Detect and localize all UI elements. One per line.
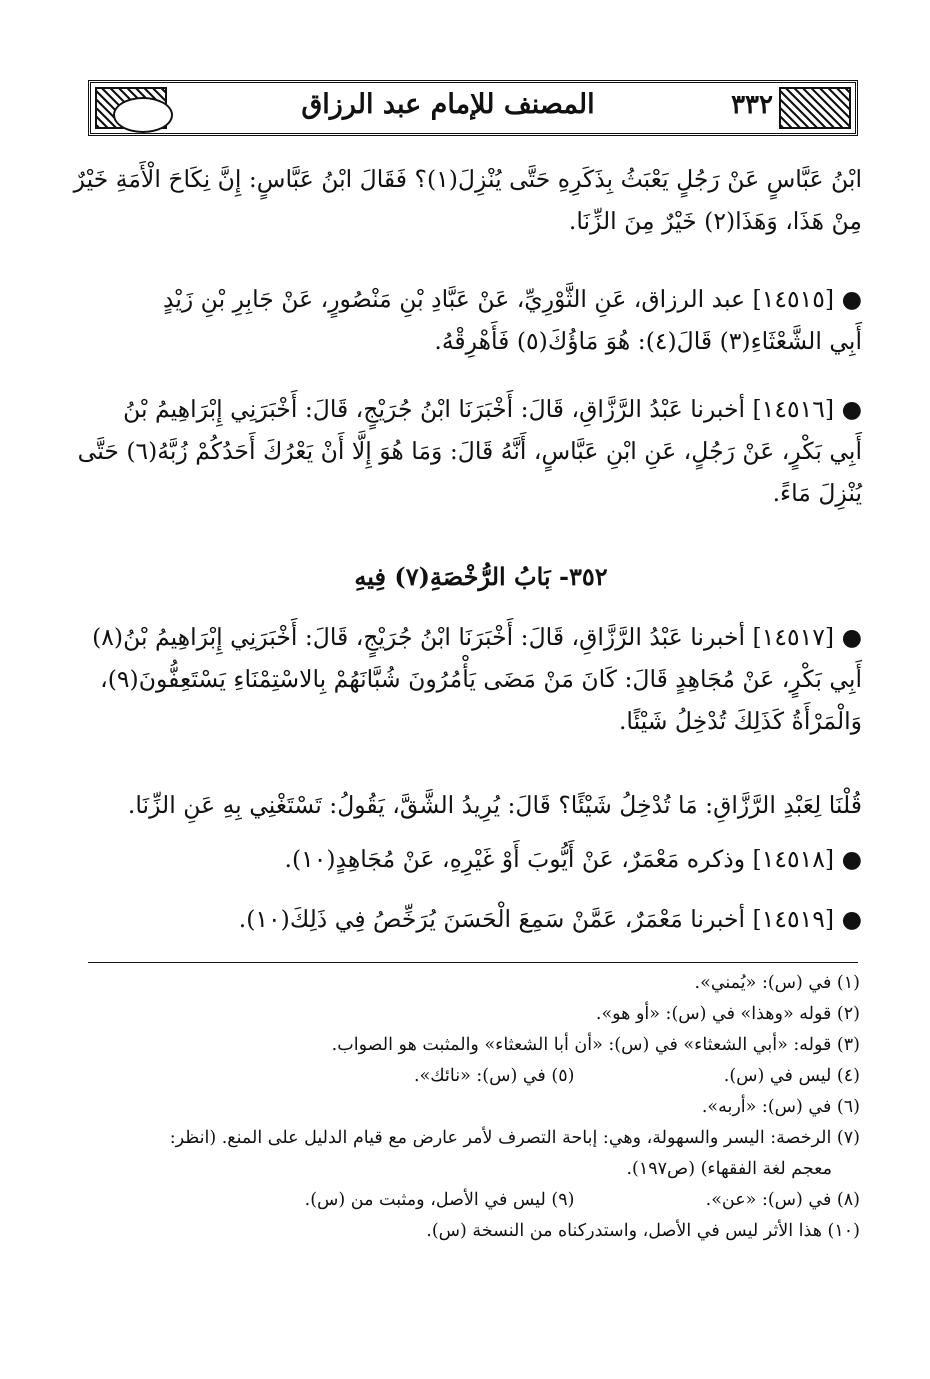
section-heading: ٣٥٢- بَابُ الرُّخْصَةِ(٧) فِيهِ bbox=[354, 562, 608, 591]
page-number: ٣٣٢ bbox=[731, 90, 773, 120]
footnote: (١) في (س): «يُمني». bbox=[694, 973, 860, 993]
text-line: مِنْ هَذَا، وَهَذَا(٢) خَيْرٌ مِنَ الزِّنَا. bbox=[568, 207, 862, 235]
footnote: (٤) ليس في (س). bbox=[723, 1066, 860, 1086]
book-seal-logo bbox=[113, 97, 173, 133]
hadith-14517 bbox=[92, 616, 862, 742]
header-ornament-left bbox=[95, 87, 167, 129]
footnote-divider bbox=[88, 962, 858, 963]
text-line: أَبِي بَكْرٍ، عَنْ رَجُلٍ، عَنِ ابْنِ عَبَّاسٍ، أَنَّهُ قَالَ: وَمَا هُوَ إِلَّا أَنْ يَعْرُكَ أَحَدُكُمْ زُبَّهُ(٦) حَتَّى bbox=[77, 437, 862, 465]
footnote-pair bbox=[100, 1061, 860, 1092]
footnote: (٨) في (س): «عن». bbox=[705, 1190, 860, 1210]
page-header bbox=[88, 80, 858, 136]
footnote: (٩) ليس في الأصل، ومثبت من (س). bbox=[304, 1190, 575, 1210]
header-ornament-right bbox=[779, 87, 851, 129]
text-line: ● [١٤٥١٥] عبد الرزاق، عَنِ الثَّوْرِيِّ، عَنْ عَبَّادِ بْنِ مَنْصُورٍ، عَنْ جَابِرِ بْنِ زَيْدٍ bbox=[162, 285, 862, 313]
footnotes bbox=[100, 968, 860, 1247]
text-line: قُلْنَا لِعَبْدِ الرَّزَّاقِ: مَا تُدْخِلُ شَيْئًا؟ قَالَ: يُرِيدُ الشَّقَّ، يَقُولُ: تَسْتَغْنِي بِهِ عَنِ الزِّنَا. bbox=[127, 791, 862, 819]
footnote-pair bbox=[100, 1185, 860, 1216]
commentary-paragraph bbox=[100, 784, 862, 826]
footnote-continuation: معجم لغة الفقهاء) (ص١٩٧). bbox=[626, 1159, 832, 1179]
footnote: (١٠) هذا الأثر ليس في الأصل، واستدركناه من النسخة (س). bbox=[426, 1221, 860, 1241]
hadith-14516 bbox=[77, 388, 862, 514]
footnote: (٥) في (س): «نائك». bbox=[414, 1066, 575, 1086]
hadith-14519 bbox=[100, 898, 862, 940]
header-title: المصنف للإمام عبد الرزاق bbox=[301, 89, 595, 120]
footnote: (٢) قوله «وهذا» في (س): «أو هو». bbox=[595, 1004, 860, 1024]
text-line: يُنْزِلَ مَاءً. bbox=[772, 479, 862, 507]
text-line: ابْنُ عَبَّاسٍ عَنْ رَجُلٍ يَعْبَثُ بِذَكَرِهِ حَتَّى يُنْزِلَ(١)؟ فَقَالَ ابْنُ عَبَّاسٍ: إِنَّ نِكَاحَ الْأَمَةِ خَيْرٌ bbox=[73, 165, 862, 193]
footnote: (٦) في (س): «أربه». bbox=[701, 1097, 860, 1117]
footnote: (٣) قوله: «أبي الشعثاء» في (س): «أن أبا الشعثاء» والمثبت هو الصواب. bbox=[331, 1035, 860, 1055]
text-line: ● [١٤٥١٧] أخبرنا عَبْدُ الرَّزَّاقِ، قَالَ: أَخْبَرَنَا ابْنُ جُرَيْجٍ، قَالَ: أَخْبَرَنِي إِبْرَاهِيمُ بْنُ(٨) bbox=[92, 623, 862, 651]
footnote: (٧) الرخصة: اليسر والسهولة، وهي: إباحة التصرف لأمر عارض مع قيام الدليل على المنع. (انظر: bbox=[169, 1128, 860, 1148]
text-line: أَبِي بَكْرٍ، عَنْ مُجَاهِدٍ قَالَ: كَانَ مَنْ مَضَى يَأْمُرُونَ شُبَّانَهُمْ بِالاسْتِمْنَاءِ يَسْتَعِفُّونَ(٩)، bbox=[100, 665, 862, 693]
hadith-14518 bbox=[100, 838, 862, 880]
text-line: أَبِي الشَّعْثَاءِ(٣) قَالَ(٤): هُوَ مَاؤُكَ(٥) فَأَهْرِقْهُ. bbox=[434, 327, 862, 355]
text-line: ● [١٤٥١٦] أخبرنا عَبْدُ الرَّزَّاقِ، قَالَ: أَخْبَرَنَا ابْنُ جُرَيْجٍ، قَالَ: أَخْبَرَنِي إِبْرَاهِيمُ بْنُ bbox=[123, 395, 862, 423]
text-line: ● [١٤٥١٩] أخبرنا مَعْمَرٌ، عَمَّنْ سَمِعَ الْحَسَنَ يُرَخِّصُ فِي ذَلِكَ(١٠). bbox=[238, 905, 862, 933]
hadith-14515 bbox=[100, 278, 862, 362]
main-text-block-1 bbox=[73, 158, 862, 242]
text-line: ● [١٤٥١٨] وذكره مَعْمَرٌ، عَنْ أَيُّوبَ أَوْ غَيْرِهِ، عَنْ مُجَاهِدٍ(١٠). bbox=[284, 845, 862, 873]
text-line: وَالْمَرْأَةُ كَذَلِكَ تُدْخِلُ شَيْئًا. bbox=[618, 707, 862, 735]
